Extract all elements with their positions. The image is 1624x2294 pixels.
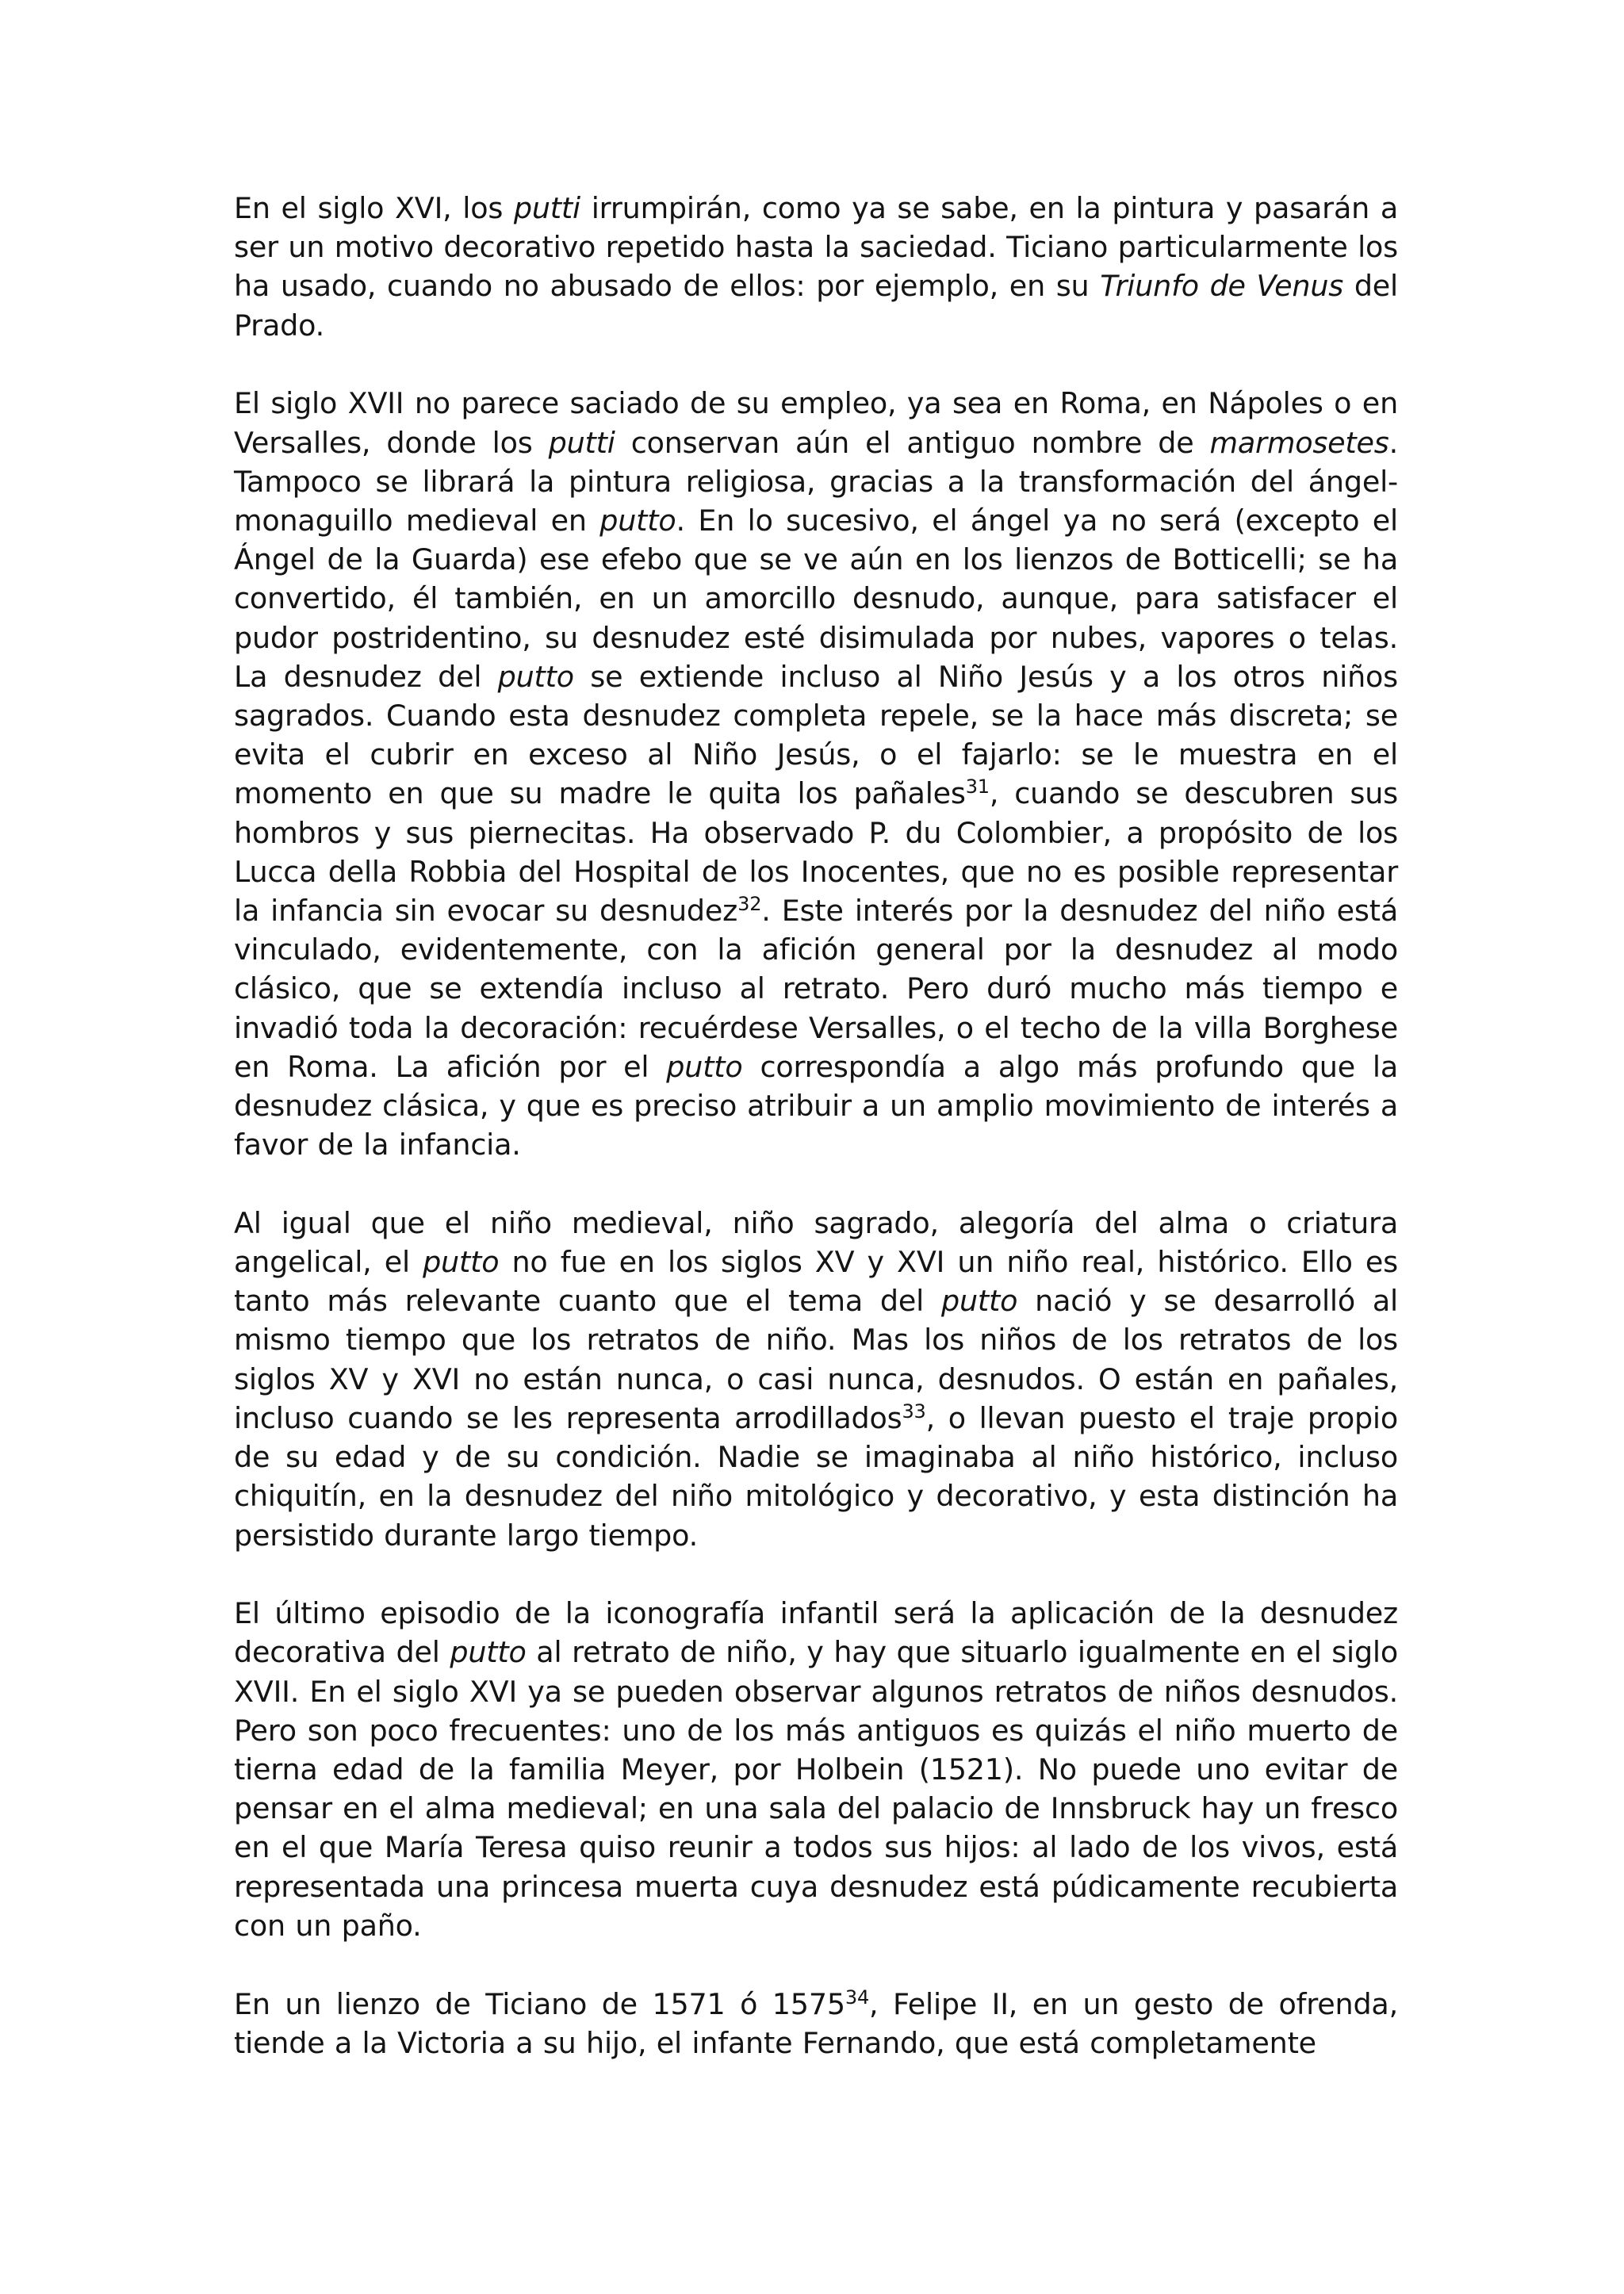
text-run: no fue en los siglos XV y XVI un niño real, histórico. Ello es tanto más relevante cuanto que el tema del	[234, 1245, 1398, 1319]
footnote-ref: 32	[737, 892, 762, 915]
italic-term: putto	[450, 1635, 527, 1670]
paragraph	[234, 1594, 1398, 1945]
text-run: se extiende incluso al Niño Jesús y a los otros niños sagrados. Cuando esta desnudez completa repele, se la hace más discreta; se evita el cubrir en exceso al Niño Jesús, o el fajarlo: se le muestra en el momento en que su madre le quita los pañales	[234, 659, 1398, 811]
text-run: En un lienzo de Ticiano de 1571 ó 1575	[234, 1986, 845, 2021]
italic-term: putto	[599, 503, 676, 538]
text-run: conservan aún el antiguo nombre de	[615, 425, 1210, 460]
paragraph	[234, 1204, 1398, 1555]
paragraph	[234, 1985, 1398, 2062]
text-run: Al igual que el niño medieval, niño sagrado, alegoría del alma o criatura angelical, el	[234, 1205, 1398, 1280]
footnote-ref: 34	[845, 1986, 870, 2009]
text-run: . Este interés por la desnudez del niño está vinculado, evidentemente, con la afición general por la desnudez al modo clásico, que se extendía incluso al retrato. Pero duró mucho más tiempo e invadió toda la decoración: recuérdese Versalles, o el techo de la villa Borghese en Roma. La afición por el	[234, 893, 1398, 1084]
text-run: En el siglo XVI, los	[234, 191, 514, 225]
italic-term: putto	[666, 1049, 743, 1084]
text-run: . Tampoco se librará la pintura religiosa, gracias a la transformación del ángel-monaguillo medieval en	[234, 425, 1398, 538]
italic-term: putti	[513, 191, 580, 225]
footnote-ref: 33	[902, 1400, 926, 1423]
italic-term: putto	[941, 1284, 1018, 1319]
italic-term: Triunfo de Venus	[1100, 269, 1344, 304]
text-run: correspondía a algo más profundo que la desnudez clásica, y que es preciso atribuir a un amplio movimiento de interés a favor de la infancia.	[234, 1049, 1399, 1162]
text-run: irrumpirán, como ya se sabe, en la pintura y pasarán a ser un motivo decorativo repetido hasta la saciedad. Ticiano particularmente los ha usado, cuando no abusado de ellos: por ejemplo, en su	[234, 191, 1398, 304]
paragraph	[234, 189, 1398, 345]
text-run: El siglo XVII no parece saciado de su empleo, ya sea en Roma, en Nápoles o en Versalles, donde los	[234, 386, 1398, 460]
text-run: , cuando se descubren sus hombros y sus piernecitas. Ha observado P. du Colombier, a propósito de los Lucca della Robbia del Hospital de los Inocentes, que no es posible representar la infancia sin evocar su desnudez	[234, 776, 1398, 928]
footnote-ref: 31	[965, 776, 990, 798]
italic-term: marmosetes	[1209, 425, 1389, 460]
text-run: al retrato de niño, y hay que situarlo igualmente en el siglo XVII. En el siglo XVI ya se pueden observar algunos retratos de niños desnudos. Pero son poco frecuentes: uno de los más antiguos es quizás el niño muerto de tierna edad de la familia Meyer, por Holbein (1521). No puede uno evitar de pensar en el alma medieval; en una sala del palacio de Innsbruck hay un fresco en el que María Teresa quiso reunir a todos sus hijos: al lado de los vivos, está representada una princesa muerta cuya desnudez está púdicamente recubierta con un paño.	[234, 1635, 1398, 1943]
document-page	[234, 189, 1398, 2062]
paragraph	[234, 384, 1398, 1164]
text-run: , o llevan puesto el traje propio de su edad y de su condición. Nadie se imaginaba al niño histórico, incluso chiquitín, en la desnudez del niño mitológico y decorativo, y esta distinción ha persistido durante largo tiempo.	[234, 1400, 1398, 1553]
text-run: nació y se desarrolló al mismo tiempo que los retratos de niño. Mas los niños de los retratos de los siglos XV y XVI no están nunca, o casi nunca, desnudos. O están en pañales, incluso cuando se les representa arrodillados	[234, 1284, 1398, 1435]
italic-term: putto	[497, 659, 574, 694]
text-run: del Prado.	[234, 269, 1398, 343]
italic-term: putti	[548, 425, 615, 460]
italic-term: putto	[423, 1245, 500, 1280]
text-run: . En lo sucesivo, el ángel ya no será (excepto el Ángel de la Guarda) ese efebo que se ve aún en los lienzos de Botticelli; se ha convertido, él también, en un amorcillo desnudo, aunque, para satisfacer el pudor postridentino, su desnudez esté disimulada por nubes, vapores o telas. La desnudez del	[234, 503, 1398, 694]
text-run: El último episodio de la iconografía infantil será la aplicación de la desnudez decorativa del	[234, 1596, 1398, 1670]
text-run: , Felipe II, en un gesto de ofrenda, tiende a la Victoria a su hijo, el infante Fernando, que está completamente	[234, 1986, 1398, 2060]
